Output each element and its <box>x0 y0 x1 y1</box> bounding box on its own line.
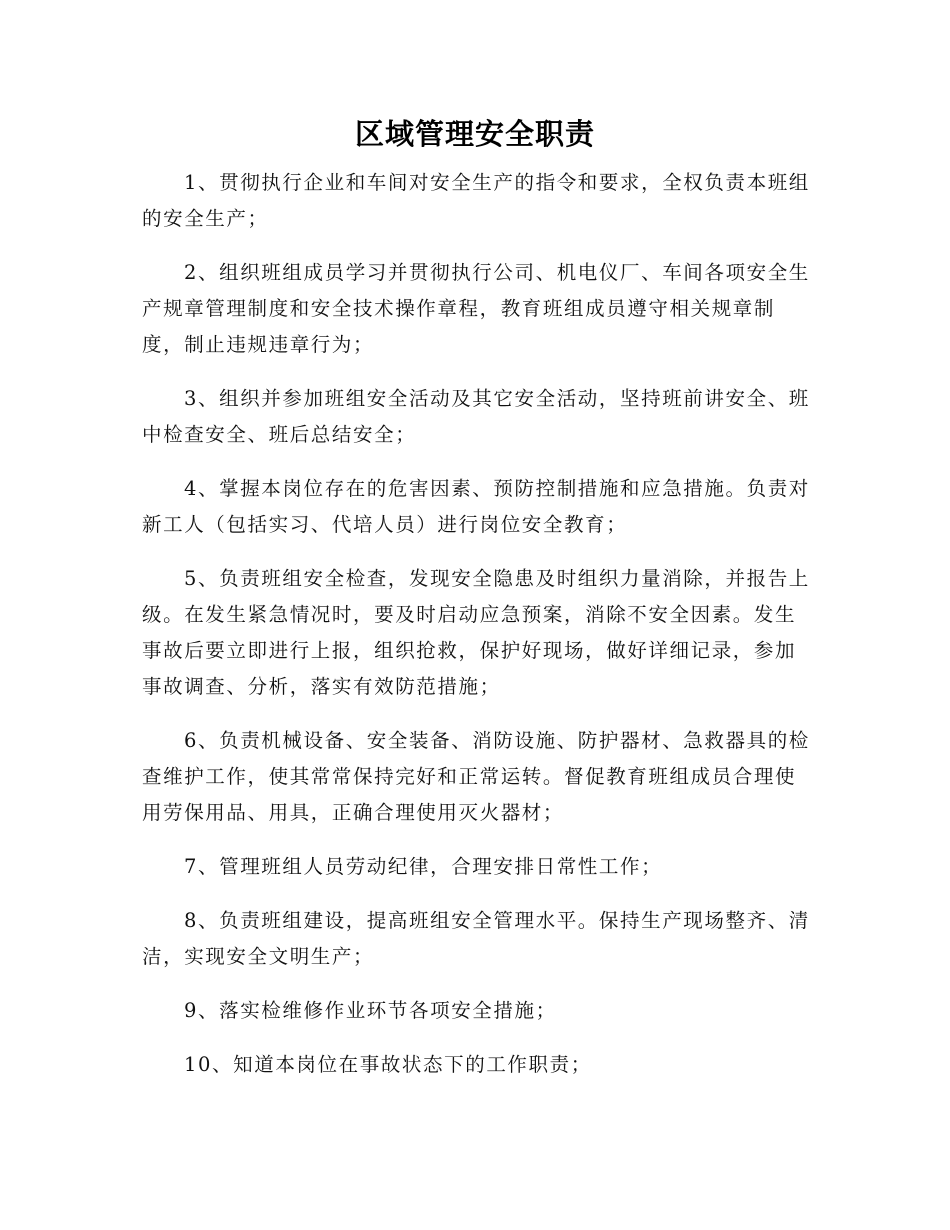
paragraph-1: 1、贯彻执行企业和车间对安全生产的指令和要求，全权负责本班组的安全生产； <box>142 171 810 230</box>
paragraph-6: 6、负责机械设备、安全装备、消防设施、防护器材、急救器具的检查维护工作，使其常常保持完好和正常运转。督促教育班组成员合理使用劳保用品、用具，正确合理使用灭火器材； <box>142 729 810 824</box>
paragraph-3: 3、组织并参加班组安全活动及其它安全活动，坚持班前讲安全、班中检查安全、班后总结安全； <box>142 387 810 446</box>
paragraph-7: 7、管理班组人员劳动纪律，合理安排日常性工作； <box>184 855 663 878</box>
paragraph-8: 8、负责班组建设，提高班组安全管理水平。保持生产现场整齐、清洁，实现安全文明生产； <box>142 909 810 968</box>
paragraph-5: 5、负责班组安全检查，发现安全隐患及时组织力量消除，并报告上级。在发生紧急情况时，要及时启动应急预案，消除不安全因素。发生事故后要立即进行上报，组织抢救，保护好现场，做好详细记录，参加事故调查、分析，落实有效防范措施； <box>142 567 810 698</box>
paragraph-10: 10、知道本岗位在事故状态下的工作职责； <box>184 1053 592 1076</box>
paragraph-4: 4、掌握本岗位存在的危害因素、预防控制措施和应急措施。负责对新工人（包括实习、代培人员）进行岗位安全教育； <box>142 477 810 536</box>
document-title: 区域管理安全职责 <box>354 117 595 151</box>
document-body <box>142 165 810 1101</box>
paragraph-2: 2、组织班组成员学习并贯彻执行公司、机电仪厂、车间各项安全生产规章管理制度和安全技术操作章程，教育班组成员遵守相关规章制度，制止违规违章行为； <box>142 261 810 356</box>
paragraph-9: 9、落实检维修作业环节各项安全措施； <box>184 999 557 1022</box>
